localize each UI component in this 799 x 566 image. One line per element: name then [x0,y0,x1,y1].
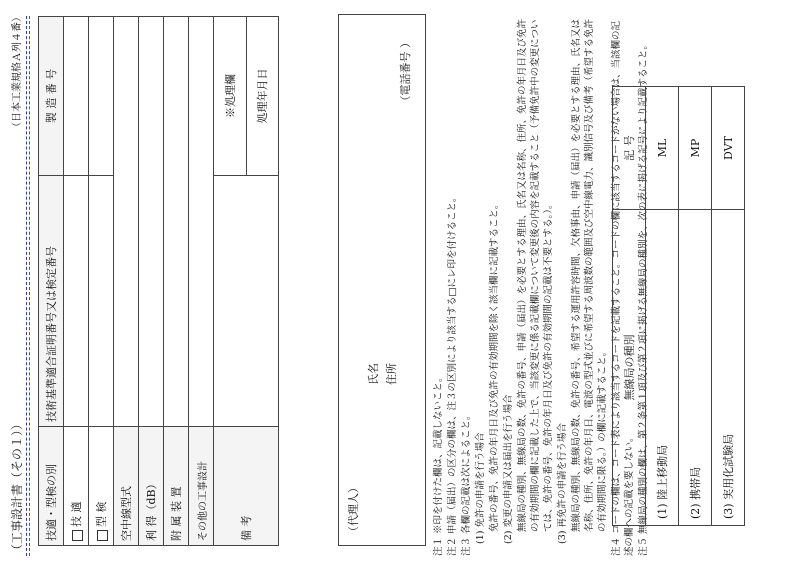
table-row [89,17,114,546]
table-row [679,87,712,526]
antenna-cell[interactable] [114,17,139,427]
accessory-cell[interactable] [164,17,189,427]
option-giteki[interactable] [64,427,89,546]
serial-cell[interactable] [89,17,114,176]
row-label-gain: 利 得（dB） [139,427,164,546]
gain-cell[interactable] [139,17,164,427]
col-header-serial: 製 造 番 号 [39,17,64,176]
other-cell[interactable] [189,17,214,427]
row-label-antenna: 空中線型式 [114,427,139,546]
agent-label: （代理人） [347,482,360,537]
note-1: 注１ ※印を付けた欄は、記載しないこと。 [433,372,444,556]
note-3-2: (2) 変更の申請又は届出を行う場合 [503,394,514,544]
option-kataken[interactable] [89,427,114,546]
note-3-1-body: 免許の番号、免許の年月日及び免許の有効期間を除く該当欄に記載すること。 [489,199,500,532]
number-cell[interactable] [64,176,89,427]
kataken-checkbox[interactable] [97,530,108,541]
giteki-checkbox[interactable] [72,530,83,541]
note-3-3: (3) 再免許の申請を行う場合 [557,423,568,544]
agent-name-label: 氏名 [367,363,380,385]
station-kind-table [612,86,745,526]
col-header-type: 技適・型検の別 [39,427,64,546]
table-row [64,17,89,546]
office-use-label: ※処理欄 [214,17,247,176]
kind-header: 無線局の種別 [613,210,646,526]
row-label-accessory: 附 属 装 置 [164,427,189,546]
note-5: 注５ 無線局の種別の欄は、第２条第１項及び第２項に掲げる無線局の種別を、次の表に掲げる記号により記載すること。 [638,39,649,556]
agent-phone-label: （電話番号 ） [399,37,412,107]
note-3-1: (1) 免許の申請を行う場合 [475,432,486,544]
table-header-row [39,17,64,546]
kind-table-header [613,87,646,526]
code-cell: ML [646,87,679,210]
note-3-2-body: 無線局の種別、無線局の数、免許の番号、申請（届出）を必要とする理由、氏名又は名称、住所、免許の年月日及び免許の有効期間の欄に記載した上で、当該変更に係る記載欄について変更後の内容を記載すること（予備免許中の変更については、免許の番号、免許の年月日及び免許の有効期間の記載は不要とする。）。 [517,18,554,532]
kind-cell: (1) 陸上移動局 [646,210,679,526]
row-label-other: その他の工事設計 [189,427,214,546]
serial-cell[interactable] [64,17,89,176]
process-date-label: 処理年月日 [246,17,279,176]
table-row [139,17,164,546]
blue-dashed-line [26,16,27,556]
note-3: 注３ 各欄の記載は次によること。 [461,410,472,556]
kind-cell: (3) 実用化試験局 [712,210,745,526]
table-row [189,17,214,546]
table-row [712,87,745,526]
table-row [164,17,189,546]
number-cell[interactable] [89,176,114,427]
remarks-cell[interactable] [214,176,279,427]
code-cell: MP [679,87,712,210]
design-table [38,16,279,546]
note-3-3-body: 無線局の種別、無線局の数、免許の番号、希望する運用許容時間、欠格事由、申請（届出）を必要とする理由、氏名又は名称、住所、免許の年月日、電波の型式並びに希望する周波数の範囲及び空中線電力、識別信号及び備考（希望する免許の有効期間に限る。）の欄に記載すること。 [571,18,608,532]
table-row [646,87,679,526]
kind-cell: (2) 携帯局 [679,210,712,526]
note-4: 注４ コードの欄は、コード表により該当するコードを記載すること。コードの欄に該当するコードがない場合は、当該欄の記述の欄への記載を要しない。 [611,20,635,556]
kataken-label: 型 検 [95,501,108,527]
row-label-remarks: 備 考 [214,427,279,546]
col-header-number: 技術基準適合証明番号又は検定番号 [39,176,64,427]
agent-box [338,14,426,546]
code-header: 記 号 [613,87,646,210]
giteki-label: 技 適 [70,501,83,527]
table-row [214,17,247,546]
code-cell: DVT [712,87,745,210]
agent-address-label: 住所 [385,363,398,385]
paper-size-note: （日本工業規格Ａ列４番） [12,12,23,132]
note-2: 注２ 申請（届出）の区分の欄は、注３の区別により該当する□にレ印を付けること。 [447,192,458,556]
table-row [114,17,139,546]
form-title: （工事設計書（その１）） [10,417,24,556]
red-dashed-line [29,16,30,556]
